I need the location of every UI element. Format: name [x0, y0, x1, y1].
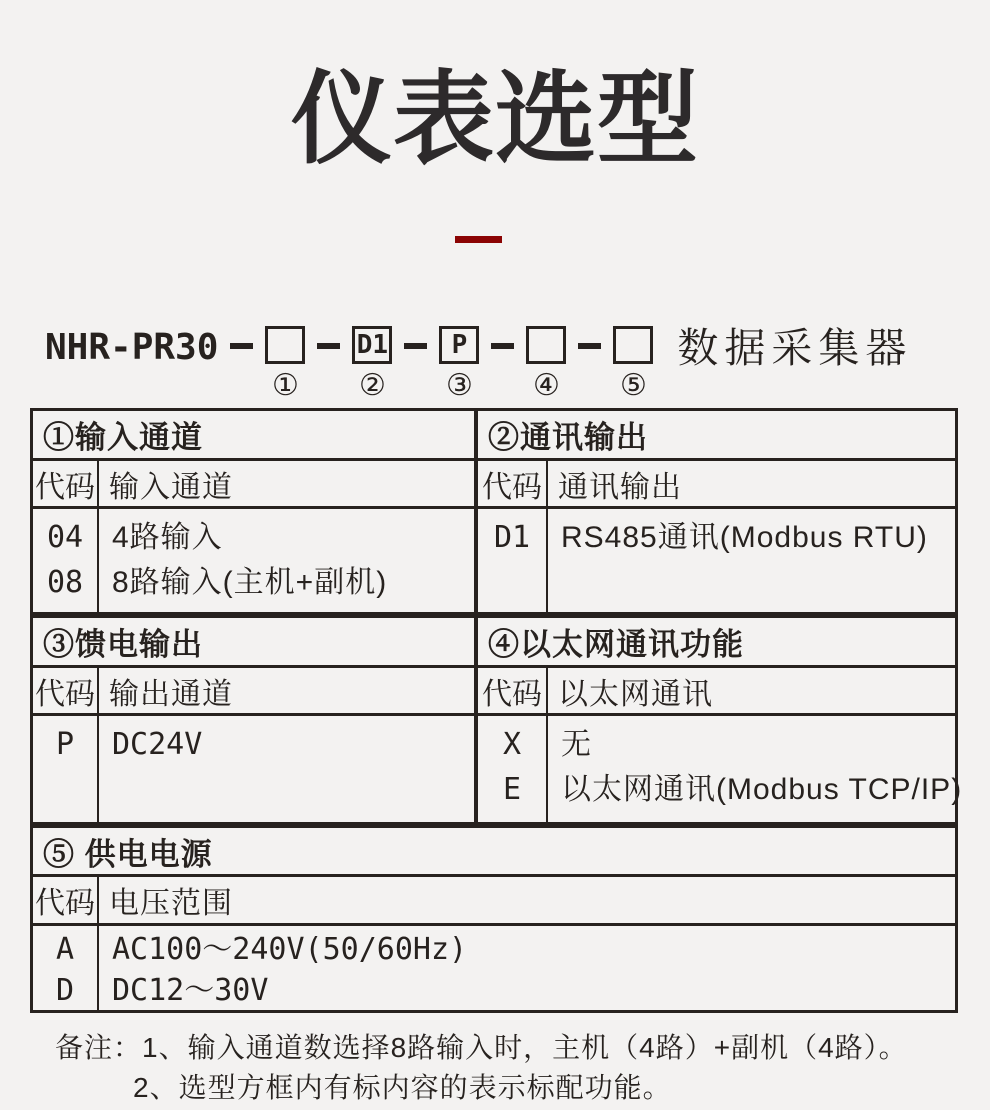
page-title: 仪表选型 [290, 64, 699, 176]
section-3-subheader [33, 668, 474, 716]
circled-number-3: ③ [445, 369, 473, 402]
code-column [478, 509, 548, 612]
desc-column-header: 输出通道 [109, 677, 233, 711]
code-value: D [55, 973, 75, 1008]
section-feed-output [30, 615, 477, 825]
model-box-3: P [439, 326, 479, 364]
section-ethernet-comm [475, 615, 963, 825]
desc-value: 4路输入 [112, 521, 223, 554]
footnote-1: 备注：1、输入通道数选择8路输入时，主机（4路）+副机（4路）。 [55, 1032, 908, 1063]
desc-column-header: 电压范围 [109, 887, 233, 920]
code-value: X [502, 727, 522, 762]
section-5-subheader [33, 877, 955, 926]
desc-column-header: 输入通道 [109, 470, 233, 504]
code-column-header: 代码 [33, 877, 99, 923]
dash-separator [317, 343, 340, 349]
section-3-title: ③馈电输出 [33, 618, 474, 668]
desc-value: 8路输入(主机+副机) [112, 566, 388, 599]
code-column [33, 926, 99, 1011]
code-column-header: 代码 [478, 668, 548, 713]
section-1-title: ①输入通道 [33, 411, 474, 461]
section-4-data [478, 716, 963, 822]
section-1-subheader [33, 461, 474, 509]
circled-number-1: ① [271, 369, 299, 402]
desc-value: DC24V [112, 727, 203, 762]
desc-value: DC12～30V [112, 973, 269, 1008]
footnote-2: 2、选型方框内有标内容的表示标配功能。 [133, 1072, 672, 1103]
section-2-title: ②通讯输出 [478, 411, 955, 461]
code-column [33, 716, 99, 822]
desc-value: 无 [561, 728, 592, 761]
circled-number-5: ⑤ [619, 369, 647, 402]
code-value: A [55, 932, 75, 967]
model-code-line [45, 326, 912, 401]
model-box-5 [613, 326, 653, 364]
section-comm-output [475, 408, 958, 615]
code-value: P [55, 727, 75, 762]
model-slot-1 [265, 326, 305, 401]
code-column [33, 509, 99, 612]
desc-column [99, 926, 955, 1011]
desc-value: RS485通讯(Modbus RTU) [561, 521, 928, 554]
model-prefix: NHR-PR30 [45, 327, 219, 368]
section-2-subheader [478, 461, 955, 509]
code-value: 04 [46, 520, 84, 555]
circled-number-2: ② [358, 369, 386, 402]
desc-column [99, 716, 474, 822]
section-5-data [33, 926, 955, 1011]
section-4-title: ④以太网通讯功能 [478, 618, 955, 668]
dash-separator [404, 343, 427, 349]
desc-column [548, 716, 962, 822]
model-box-4 [526, 326, 566, 364]
desc-value: AC100～240V(50/60Hz) [112, 932, 468, 967]
desc-column [99, 509, 474, 612]
model-slot-2 [352, 326, 392, 401]
section-3-data [33, 716, 474, 822]
section-5-title: ⑤ 供电电源 [33, 828, 955, 877]
desc-column [548, 509, 955, 612]
section-2-data [478, 509, 955, 612]
desc-column-header: 以太网通讯 [558, 677, 713, 711]
model-slot-4 [526, 326, 566, 401]
model-box-1 [265, 326, 305, 364]
code-column-header: 代码 [33, 668, 99, 713]
model-box-2: D1 [352, 326, 392, 364]
desc-value: 以太网通讯(Modbus TCP/IP) [561, 773, 963, 806]
section-input-channel [30, 408, 477, 615]
circled-number-4: ④ [532, 369, 560, 402]
code-column [478, 716, 548, 822]
code-column-header: 代码 [33, 461, 99, 506]
dash-separator [230, 343, 253, 349]
title-underline [455, 236, 502, 243]
model-slot-5 [613, 326, 653, 401]
code-value: E [502, 772, 522, 807]
dash-separator [491, 343, 514, 349]
section-1-data [33, 509, 474, 612]
code-value: D1 [493, 520, 531, 555]
desc-column-header: 通讯输出 [558, 470, 682, 504]
dash-separator [578, 343, 601, 349]
model-slot-3 [439, 326, 479, 401]
code-column-header: 代码 [478, 461, 548, 506]
model-suffix: 数据采集器 [677, 325, 913, 371]
section-power-supply [30, 825, 958, 1013]
code-value: 08 [46, 565, 84, 600]
section-4-subheader [478, 668, 955, 716]
